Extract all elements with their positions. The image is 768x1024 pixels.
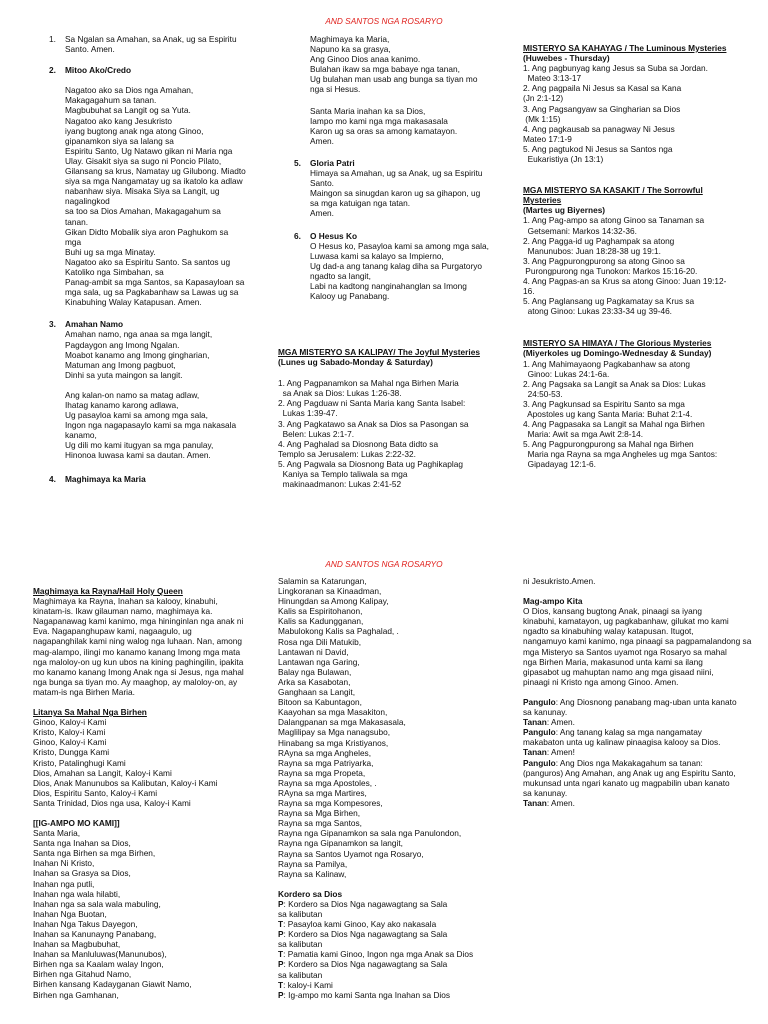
mystery-line: 24:50-53. xyxy=(523,388,563,399)
kordero-line xyxy=(278,919,503,929)
luminous-mysteries-days: (Huwebes - Thursday) xyxy=(523,53,610,64)
invocation-line: RAyna sa mga Martires, xyxy=(278,787,367,798)
mystery-line: 2. Ang Pagga-id ug Paghampak sa atong xyxy=(523,235,675,246)
dialog-line-text: : Amen. xyxy=(546,717,575,728)
dialog-line xyxy=(523,727,753,747)
invocation-line: Lingkoranan sa Kinaadman, xyxy=(278,586,382,597)
prayer-ending: ni Jesukristo.Amen. xyxy=(523,576,596,586)
section-number: 6. xyxy=(294,230,301,241)
kordero-line-text: : kaloy-i Kami xyxy=(283,979,333,990)
mystery-line: atong Ginoo: Lukas 23:33-34 ug 39-46. xyxy=(523,306,672,317)
kordero-line-text: : Kordero sa Dios Nga nagawagtang sa Sala xyxy=(283,929,448,940)
page-2-column-1 xyxy=(33,586,258,1000)
gloria-patri-text: Himaya sa Amahan, ug sa Anak, ug sa Espiritu Santo. Maingon sa sinugdan karon ug sa gihapon, ug sa mga katuigan nga tatan. Amen. xyxy=(310,168,483,219)
invocation-line: Birhen nga Gitahud Namo, xyxy=(33,969,132,980)
mystery-line: (Mk 1:15) xyxy=(523,113,561,124)
speaker-label: T xyxy=(278,949,284,960)
invocation-line: Rayna sa mga Patriyarka, xyxy=(278,757,374,768)
dialog-line-text: : Amen. xyxy=(546,797,575,808)
mystery-line: Maria: Awit sa mga Awit 2:8-14. xyxy=(523,429,644,440)
kordero-line xyxy=(278,929,503,939)
invocation-line: Bitoon sa Kabuntagon, xyxy=(278,697,362,708)
invocation-line: Inahan nga wala hilabti, xyxy=(33,888,121,899)
kordero-line xyxy=(278,959,503,969)
mystery-line: 5. Ang pagtukod Ni Jesus sa Santos nga xyxy=(523,143,673,154)
kordero-line xyxy=(278,990,503,1000)
hail-mary-title: Maghimaya ka Maria xyxy=(65,473,146,484)
invocation-line: Inahan sa Manluluwas(Manunubos), xyxy=(33,949,167,960)
sorrowful-mysteries xyxy=(523,185,748,316)
speaker-label: P xyxy=(278,959,284,970)
mystery-line: 1. Ang Mahimayaong Pagkabanhaw sa atong xyxy=(523,358,690,369)
invocation-line: Rayna sa Santos Uyamot nga Rosaryo, xyxy=(278,848,424,859)
kordero-line xyxy=(278,909,503,919)
mystery-line: Belen: Lukas 2:1-7. xyxy=(278,428,355,439)
hail-holy-queen-title: Maghimaya ka Rayna/Hail Holy Queen xyxy=(33,586,183,596)
invocation-line: Kalis sa Kadungganan, xyxy=(278,616,364,627)
dialog-line-text: : Ang tanang kalag sa mga nangamatay makabaton unta ug kalinaw pinaagisa kalooy sa Dios. xyxy=(523,727,721,748)
speaker-label: T xyxy=(278,979,284,990)
litany-title: Litanya Sa Mahal Nga Birhen xyxy=(33,707,147,718)
mystery-line: Getsemani: Markos 14:32-36. xyxy=(523,225,637,236)
mystery-line: 3. Ang Pagkunsad sa Espiritu Santo sa mga xyxy=(523,398,685,409)
invocation-line: Santa nga Inahan sa Dios, xyxy=(33,838,131,849)
joyful-mysteries xyxy=(278,347,503,489)
mystery-line: 4. Ang Pagpasaka sa Langit sa Mahal nga Birhen xyxy=(523,419,705,430)
litany-line: Ginoo, Kaloy-i Kami xyxy=(33,737,107,748)
invocation-line: Ganghaan sa Langit, xyxy=(278,687,356,698)
mystery-line: 5. Ang Pagwala sa Diosnong Bata ug Paghikaplag xyxy=(278,458,463,469)
section-number: 4. xyxy=(49,473,56,484)
mystery-line: 1. Ang pagbunyag kang Jesus sa Suba sa Jordan. xyxy=(523,63,708,74)
mystery-line: Manunubos: Juan 18:28-38 ug 19:1. xyxy=(523,245,661,256)
invocation-line: Lantawan nga Garing, xyxy=(278,656,360,667)
sorrowful-mysteries-title-cont: Mysteries xyxy=(523,195,562,206)
invocation-line: Salamin sa Katarungan, xyxy=(278,576,367,586)
kordero-line-text: : Pamatia kami Ginoo, Ingon nga mga Anak sa Dios xyxy=(283,949,474,960)
speaker-label: P xyxy=(278,989,284,1000)
section-2-credo xyxy=(49,65,264,307)
litany-line: Dios, Espiritu Santo, Kaloy-i Kami xyxy=(33,787,158,798)
credo-title: Mitoo Ako/Credo xyxy=(65,65,132,76)
mag-ampo-kita-text: O Dios, kansang bugtong Anak, pinaagi sa iyang kinabuhi, kamatayon, ug pagkabanhaw, gilukat mo kami ngadto sa kinabuhing walay katapusan. Itugot, nangamuyo kami kanimo, nga pinaagi sa pagpamalandong sa mga Misteryo sa Santos uyamot nga Rosaryo sa mahal nga Birhen Maria, makasunod unta kami sa ilang gipasabot ug mahuptan namo ang mga gisaad niini, pinaagi ni Kristo nga among Ginoo. Amen. xyxy=(523,606,752,687)
dialog-line-text: : Amen! xyxy=(546,747,575,758)
kordero-line-text: sa kalibutan xyxy=(278,909,323,919)
mystery-line: sa Anak sa Dios: Lukas 1:26-38. xyxy=(278,388,402,399)
invocation-line: Inahan Nga Buotan, xyxy=(33,908,107,919)
invocation-line: Kaayohan sa mga Masakiton, xyxy=(278,707,388,718)
our-father-text-2: Ang kalan-on namo sa matag adlaw, Ihatag kanamo karong adlawa, Ug pasayloa kami sa among mga sala, Ingon nga nagapasaylo kami sa mga nakasala kanamo, Ug dili mo kami itugyan sa mga panulay, Hinonoa luwasa kami sa dautan. Amen. xyxy=(65,389,237,461)
invocation-line: Arka sa Kasabotan, xyxy=(278,676,351,687)
kordero-line xyxy=(278,939,503,949)
mystery-line: Eukaristiya (Jn 13:1) xyxy=(523,154,604,165)
mystery-line: 3. Ang Pagsangyaw sa Gingharian sa Dios xyxy=(523,103,681,114)
our-father-title: Amahan Namo xyxy=(65,319,124,330)
invocation-line: Rayna sa mga Santos, xyxy=(278,818,362,829)
invocation-line: Balay nga Bulawan, xyxy=(278,666,352,677)
page-1-column-2 xyxy=(294,34,504,301)
invocation-line: Birhen nga sa Kaalam walay Ingon, xyxy=(33,959,164,970)
invocation-line: Rayna nga Gipanamkon sa sala nga Panulondon, xyxy=(278,828,462,839)
litany-line: Ginoo, Kaloy-i Kami xyxy=(33,717,107,728)
invocation-line: RAyna sa mga Angheles, xyxy=(278,747,372,758)
mystery-line: 5. Ang Pagpurongpurong sa Mahal nga Birhen xyxy=(523,439,694,450)
mystery-line: 2. Ang pagpaila Ni Jesus sa Kasal sa Kana xyxy=(523,83,682,94)
kordero-line-text: : Kordero sa Dios Nga nagawagtang sa Sala xyxy=(283,959,448,970)
mystery-line: (Jn 2:1-12) xyxy=(523,93,564,104)
mystery-line: Maria nga Rayna sa mga Angheles ug mga Santos: xyxy=(523,449,718,460)
mystery-line: Kaniya sa Templo taliwala sa mga xyxy=(278,469,408,480)
invocation-line: Hinabang sa mga Kristiyanos, xyxy=(278,737,389,748)
invocation-line: Mabulokong Kalis sa Paghalad, . xyxy=(278,626,399,637)
invocation-line: Rayna nga Gipanamkon sa langit, xyxy=(278,838,403,849)
credo-text: Nagatoo ako sa Dios nga Amahan, Makagagahum sa tanan. Magbubuhat sa Langit og sa Yuta. Nagatoo ako kang Jesukristo iyang bugtong anak nga atong Ginoo, gipanamkon siya sa lalang sa Espiritu Santo, Ug Natawo gikan ni Maria nga Ulay. Gisakit siya sa sugo ni Poncio Pilato, Gilansang sa krus, Namatay ug Gilubong. Miadto siya sa mga Nangamatay ug sa ikatolo ka adlaw nabanhaw siya. Misaka Siya sa Langit, ug nagalingkod sa too sa Dios Amahan, Makagagahum sa tanan. Gikan Didto Mobalik siya aron Paghukom sa mga Buhi ug sa mga Minatay. Nagatoo ako sa Espiritu Santo. Sa santos ug Katoliko nga Simbahan, sa Panag-ambit sa mga Santos, sa Kapasayloan sa mga sala, ug sa Pagkabanhaw sa Lawas ug sa Kinabuhing Walay Katapusan. Amen. xyxy=(65,85,246,308)
mystery-line: 3. Ang Pagkatawo sa Anak sa Dios sa Pasongan sa xyxy=(278,418,469,429)
mystery-line: Templo sa Jerusalem: Lukas 2:22-32. xyxy=(278,448,416,459)
invocation-line: Birhen kansang Kadayganan Giawit Namo, xyxy=(33,979,192,990)
section-6-o-hesus-ko xyxy=(294,231,504,302)
mystery-line: 16. xyxy=(523,286,535,297)
mystery-line: Apostoles ug kang Santa Maria: Buhat 2:1-4. xyxy=(523,409,693,419)
mystery-line: makinaadmanon: Lukas 2:41-52 xyxy=(278,479,402,490)
invocation-line: Kalis sa Espiritohanon, xyxy=(278,606,363,617)
page-1-column-1 xyxy=(49,34,264,484)
mystery-line: 3. Ang Pagpurongpurong sa atong Ginoo sa xyxy=(523,255,685,266)
holy-mary-text: Santa Maria inahan ka sa Dios, Iampo mo kami nga mga makasasala Karon ug sa oras sa among kamatayon. Amen. xyxy=(310,105,458,146)
gloria-patri-title: Gloria Patri xyxy=(310,157,355,168)
mag-ampo-kita-title: Mag-ampo Kita xyxy=(523,596,583,607)
kordero-line-text: sa kalibutan xyxy=(278,939,323,950)
litany-line: Kristo, Kaloy-i Kami xyxy=(33,727,106,738)
mystery-line: 2. Ang Pagduaw ni Santa Maria kang Santa Isabel: xyxy=(278,398,466,409)
kordero-line xyxy=(278,970,503,980)
kordero-line-text: : Ig-ampo mo kami Santa nga Inahan sa Dios xyxy=(283,989,451,1000)
dialog-line xyxy=(523,798,753,808)
litany-line: Dios, Anak Manunubos sa Kalibutan, Kaloy-i Kami xyxy=(33,777,218,788)
dialog-line xyxy=(523,758,753,798)
mystery-line: 4. Ang Pagpas-an sa Krus sa atong Ginoo: Juan 19:12- xyxy=(523,275,727,286)
section-number: 1. xyxy=(49,34,56,44)
sorrowful-mysteries-title: MGA MISTERYO SA KASAKIT / The Sorrowful xyxy=(523,185,703,196)
section-number: 3. xyxy=(49,319,56,330)
mystery-line: 4. Ang Paghalad sa Diosnong Bata didto sa xyxy=(278,438,439,449)
invocation-line: Lantawan ni David, xyxy=(278,646,349,657)
invocation-line: Hinungdan sa Among Kalipay, xyxy=(278,596,389,607)
invocation-line: Inahan sa Magbubuhat, xyxy=(33,939,121,950)
sign-of-cross-text: Sa Ngalan sa Amahan, sa Anak, ug sa Espiritu Santo. Amen. xyxy=(65,34,237,55)
kordero-line-text: sa kalibutan xyxy=(278,969,323,980)
kordero-line xyxy=(278,980,503,990)
litany-line: Kristo, Patalinghugi Kami xyxy=(33,757,126,768)
invocation-line: Santa nga Birhen sa mga Birhen, xyxy=(33,848,156,859)
speaker-label: T xyxy=(278,919,284,930)
invocation-line: Inahan nga sa sala wala mabuling, xyxy=(33,898,161,909)
page-2-header: AND SANTOS NGA ROSARYO xyxy=(325,559,443,569)
invocation-line: Inahan sa Kanunayng Panabang, xyxy=(33,929,157,939)
page-1-header: AND SANTOS NGA ROSARYO xyxy=(325,16,443,26)
invocation-line: Rayna sa Pamilya, xyxy=(278,858,348,869)
invocation-line: Birhen nga Gamhanan, xyxy=(33,989,119,1000)
mystery-line: 2. Ang Pagsaka sa Langit sa Anak sa Dios: Lukas xyxy=(523,378,706,389)
glorious-mysteries-days: (Miyerkoles ug Domingo-Wednesday & Sunday) xyxy=(523,348,712,359)
sorrowful-mysteries-days: (Martes ug Biyernes) xyxy=(523,205,606,216)
o-hesus-ko-title: O Hesus Ko xyxy=(310,230,358,241)
mystery-line: Mateo 3:13-17 xyxy=(523,73,582,84)
our-father-text-1: Amahan namo, nga anaa sa mga langit, Pagdaygon ang Imong Ngalan. Moabot kanamo ang Imong gingharian, Matuman ang Imong pagbuot, Dinhi sa yuta maingon sa langit. xyxy=(65,329,213,380)
dialog-line xyxy=(523,697,753,717)
page-2-column-3 xyxy=(523,576,753,808)
closing-dialog xyxy=(523,697,753,808)
speaker-label: P xyxy=(278,929,284,940)
litany-line: Dios, Amahan sa Langit, Kaloy-i Kami xyxy=(33,767,172,778)
page-2-column-2 xyxy=(278,576,503,1000)
dialog-line-text: : Ang Diosnong panabang mag-uban unta kanato sa kanunay. xyxy=(523,696,737,718)
o-hesus-ko-text: O Hesus ko, Pasayloa kami sa among mga sala, Luwasa kami sa kalayo sa Impierno, Ug dad-a ang tanang kalag diha sa Purgatoryo ngadto sa langit, Labi na kadtong nanginahanglan sa Imong Kalooy ug Panabang. xyxy=(310,240,489,302)
speaker-label: Tanan xyxy=(523,797,547,808)
mystery-line: Ginoo: Lukas 24:1-6a. xyxy=(523,368,610,379)
speaker-label: P xyxy=(278,898,284,909)
kordero-line-text: : Pasayloa kami Ginoo, Kay ako nakasala xyxy=(283,919,437,930)
litany-line: Santa Trinidad, Dios nga usa, Kaloy-i Kami xyxy=(33,797,191,808)
mystery-line: 1. Ang Pag-ampo sa atong Ginoo sa Tanaman sa xyxy=(523,215,705,226)
invocation-line: Inahan Ni Kristo, xyxy=(33,858,95,869)
dialog-line xyxy=(523,717,753,727)
page-1-column-3 xyxy=(523,43,748,470)
mystery-line: 1. Ang Pagpanamkon sa Mahal nga Birhen Maria xyxy=(278,378,459,389)
mystery-line: 4. Ang pagkausab sa panagway Ni Jesus xyxy=(523,123,675,134)
dialog-line xyxy=(523,747,753,757)
speaker-label: Tanan xyxy=(523,747,547,758)
luminous-mysteries xyxy=(523,43,748,164)
invocation-line: Inahan sa Grasya sa Dios, xyxy=(33,868,131,879)
kordero-line-text: : Kordero sa Dios Nga nagawagtang sa Sala xyxy=(283,898,448,909)
invocation-line: Santa Maria, xyxy=(33,828,81,839)
section-4-hail-mary xyxy=(49,474,264,484)
luminous-mysteries-title: MISTERYO SA KAHAYAG / The Luminous Mysteries xyxy=(523,43,727,53)
section-1-sign-of-cross xyxy=(49,34,264,54)
invocation-line: Maglilipay sa Mga nanagsubo, xyxy=(278,727,391,738)
invocation-line: Rayna sa mga Apostoles, . xyxy=(278,777,377,788)
speaker-label: Pangulo xyxy=(523,757,556,768)
section-3-our-father xyxy=(49,319,264,460)
invocation-line: Inahan nga putli, xyxy=(33,878,95,889)
litany-line: Kristo, Dungga Kami xyxy=(33,747,110,758)
dialog-line-text: : Ang Dios nga Makakagahum sa tanan: (panguros) Ang Amahan, ang Anak ug ang Espiritu Santo, mukunsad unta ngari kanato ug magpabilin uban kanato sa kanunay. xyxy=(523,757,736,798)
glorious-mysteries-title: MISTERYO SA HIMAYA / The Glorious Mysteries xyxy=(523,338,712,349)
section-number: 5. xyxy=(294,157,301,168)
speaker-label: Tanan xyxy=(523,717,547,728)
invocation-line: Rosa nga Dili Matukib, xyxy=(278,636,362,647)
mystery-line: Gipadayag 12:1-6. xyxy=(523,459,596,470)
invocation-line: Dalangpanan sa mga Makasasala, xyxy=(278,717,406,728)
mystery-line: Lukas 1:39-47. xyxy=(278,408,338,419)
mystery-line: Purongpurong nga Tunokon: Markos 15:16-20. xyxy=(523,265,698,276)
speaker-label: Pangulo xyxy=(523,727,556,738)
hail-mary-text: Maghimaya ka Maria, Napuno ka sa grasya, Ang Ginoo Dios anaa kanimo. Bulahan ikaw sa mga babaye nga tanan, Ug bulahan man usab ang bunga sa tiyan mo nga si Hesus. xyxy=(310,34,478,95)
section-number: 2. xyxy=(49,65,56,76)
invocation-line: Rayna sa mga Kompesores, xyxy=(278,798,383,809)
mystery-line: 5. Ang Paglansang ug Pagkamatay sa Krus sa xyxy=(523,296,695,307)
invocation-line: Rayna sa mga Propeta, xyxy=(278,767,366,778)
iga-mo-kami-title: [[IG-AMPO MO KAMI]] xyxy=(33,817,120,828)
speaker-label: Pangulo xyxy=(523,696,556,707)
mystery-line: Mateo 17:1-9 xyxy=(523,133,572,144)
joyful-mysteries-title: MGA MISTERYO SA KALIPAY/ The Joyful Mysteries xyxy=(278,347,480,357)
hail-holy-queen-text: Maghimaya ka Rayna, Inahan sa kalooy, kinabuhi, kinatam-is. Ikaw gilauman namo, maghimaya ka. Nagapanawag kami kanimo, mga hininginlan nga anak ni Eva. Nagapanghupaw kami, nagaagulo, ug nagapanghilak kami ning walog nga luhaan. Nan, among mag-alampo, ilingi mo kanamo kanang Imong mga mata nga maloloy-on ug kun ubos na kining paghingilin, ipakita mo kanamo kanang Imong Anak nga si Jesus, nga mahal nga bunga sa tiyan mo. Ay maaghop, ay maloloy-on, ay matam-is nga Birhen Maria. xyxy=(33,596,244,697)
invocation-line: Inahan Nga Takus Dayegon, xyxy=(33,918,138,929)
joyful-mysteries-days: (Lunes ug Sabado-Monday & Saturday) xyxy=(278,357,433,368)
kordero-line xyxy=(278,949,503,959)
section-5-gloria-patri xyxy=(294,158,504,219)
kordero-title: Kordero sa Dios xyxy=(278,888,343,899)
invocation-line: Rayna sa Kalinaw, xyxy=(278,868,347,879)
glorious-mysteries xyxy=(523,338,748,469)
invocation-line: Rayna sa Mga Birhen, xyxy=(278,808,361,819)
kordero-line xyxy=(278,899,503,909)
